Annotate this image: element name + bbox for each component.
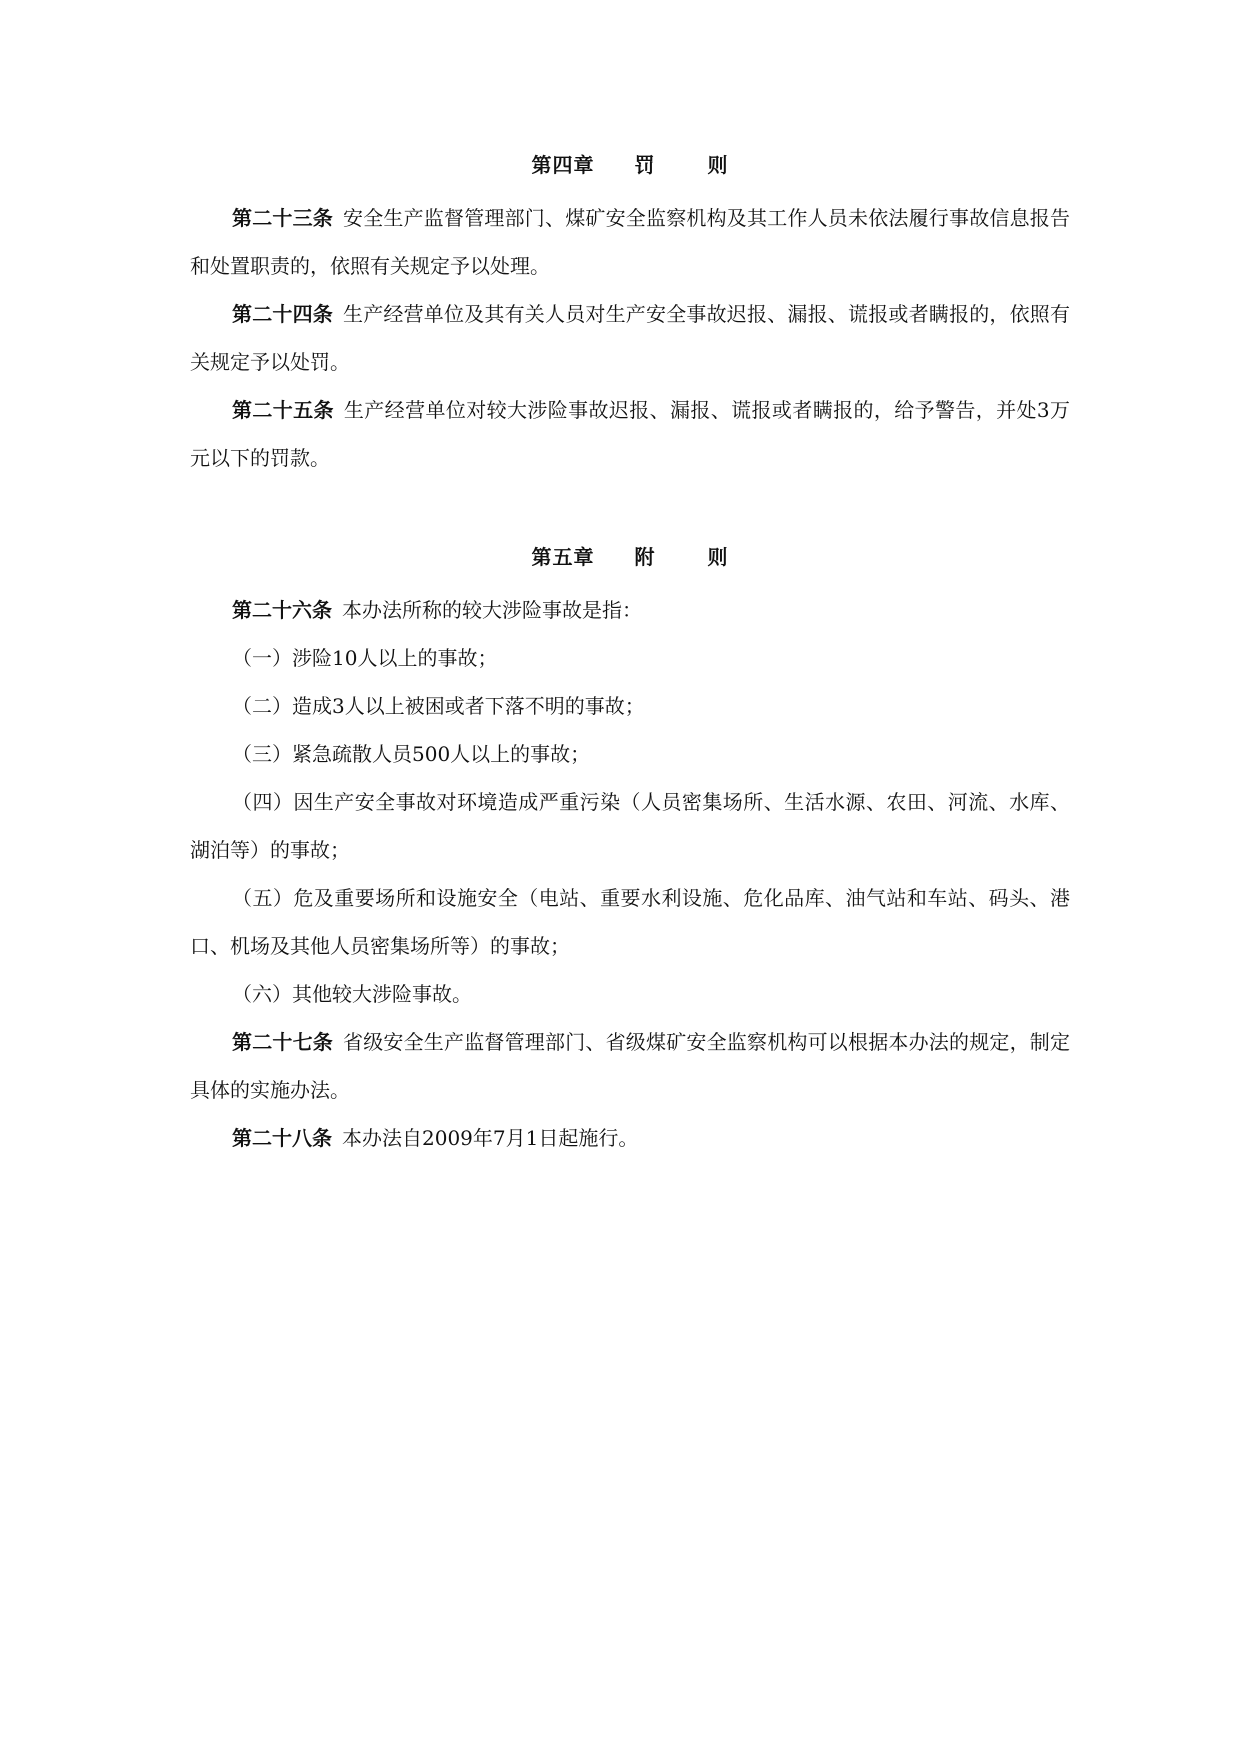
chapter-4-name-part1: 罚 [634, 153, 656, 177]
list-item: （三）紧急疏散人员500人以上的事故； [232, 742, 591, 766]
article-number: 第二十四条 [232, 302, 333, 326]
article-25 [190, 386, 1070, 482]
article-28 [190, 1114, 1070, 1162]
article-text: 安全生产监督管理部门、煤矿安全监察机构及其工作人员未依法履行事故信息报告和处置职责的，依照有关规定予以处理。 [190, 206, 1070, 278]
article-text: 本办法所称的较大涉险事故是指： [342, 598, 642, 622]
article-number: 第二十七条 [232, 1030, 333, 1054]
list-item: （六）其他较大涉险事故。 [232, 982, 472, 1006]
list-item: （一）涉险10人以上的事故； [232, 646, 498, 670]
article-23 [190, 194, 1070, 290]
article-24 [190, 290, 1070, 386]
article-27 [190, 1018, 1070, 1114]
chapter-5-name-part1: 附 [634, 545, 656, 569]
article-number: 第二十三条 [232, 206, 333, 230]
article-number: 第二十六条 [232, 598, 332, 622]
article-text: 生产经营单位对较大涉险事故迟报、漏报、谎报或者瞒报的，给予警告，并处3万元以下的罚款。 [190, 398, 1071, 470]
article-number: 第二十八条 [232, 1126, 332, 1150]
chapter-4-name-part2: 则 [707, 153, 729, 177]
chapter-5-title [190, 542, 1070, 572]
chapter-5-name-part2: 则 [707, 545, 729, 569]
article-text: 省级安全生产监督管理部门、省级煤矿安全监察机构可以根据本办法的规定，制定具体的实施办法。 [190, 1030, 1070, 1102]
chapter-4-number: 第四章 [531, 153, 595, 177]
document-page [190, 150, 1070, 1162]
article-26 [190, 586, 1070, 634]
article-number: 第二十五条 [232, 398, 334, 422]
list-item: （四）因生产安全事故对环境造成严重污染（人员密集场所、生活水源、农田、河流、水库、湖泊等）的事故； [190, 790, 1070, 862]
list-item: （二）造成3人以上被困或者下落不明的事故； [232, 694, 645, 718]
list-item: （五）危及重要场所和设施安全（电站、重要水利设施、危化品库、油气站和车站、码头、港口、机场及其他人员密集场所等）的事故； [190, 886, 1070, 958]
article-text: 本办法自2009年7月1日起施行。 [342, 1126, 639, 1150]
chapter-5-number: 第五章 [531, 545, 595, 569]
article-text: 生产经营单位及其有关人员对生产安全事故迟报、漏报、谎报或者瞒报的，依照有关规定予以处罚。 [190, 302, 1070, 374]
chapter-4-title [190, 150, 1070, 180]
